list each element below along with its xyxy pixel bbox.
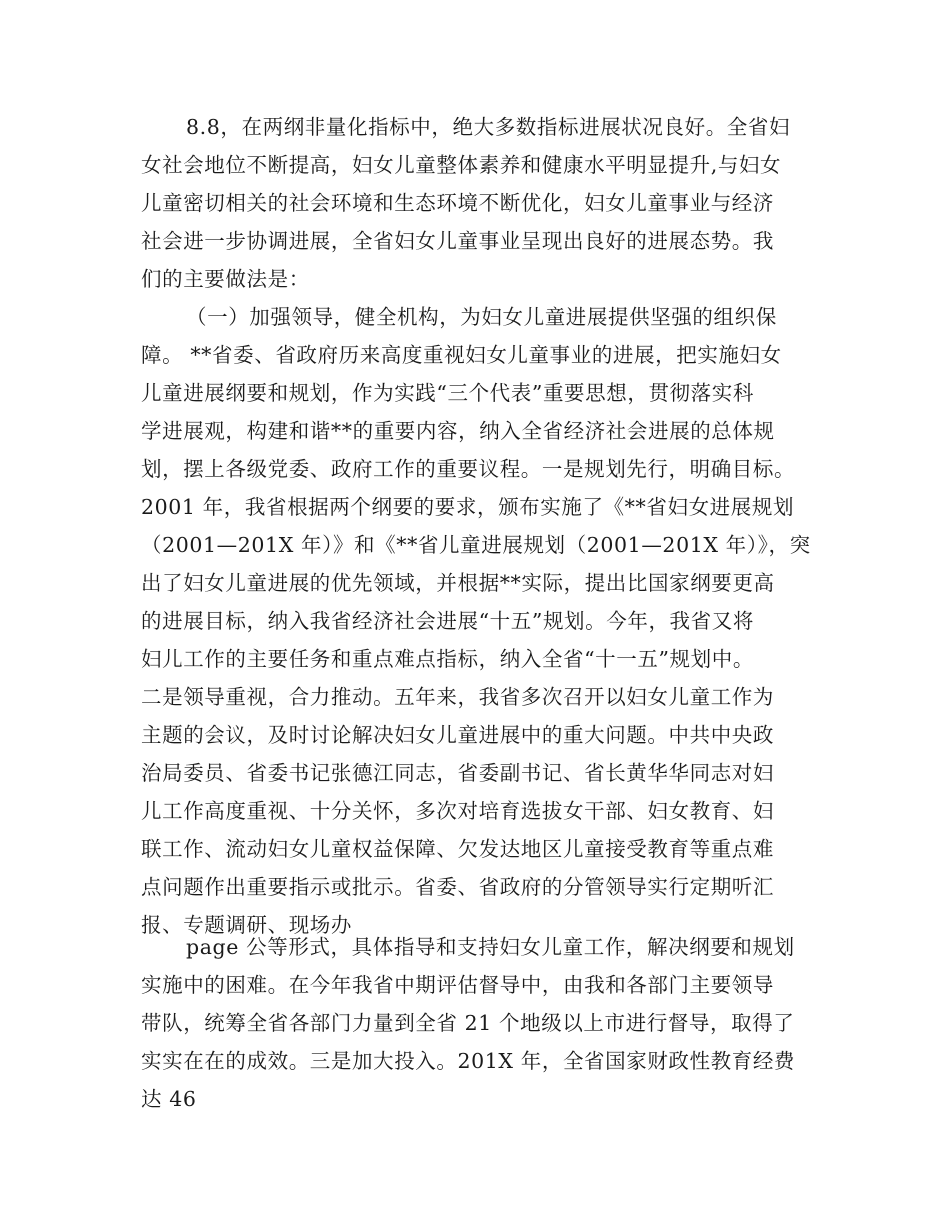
text-line: 联工作、流动妇女儿童权益保障、欠发达地区儿童接受教育等重点难 <box>141 837 774 861</box>
text-line: 儿童进展纲要和规划，作为实践“三个代表”重要思想，贯彻落实科 <box>141 381 754 405</box>
text-line: 达 46 <box>141 1087 197 1111</box>
text-line: 划，摆上各级党委、政府工作的重要议程。一是规划先行，明确目标。 <box>141 457 796 481</box>
text-line: 儿工作高度重视、十分关怀，多次对培育选拔女干部、妇女教育、妇 <box>141 799 774 823</box>
text-line: 8.8，在两纲非量化指标中，绝大多数指标进展状况良好。全省妇 <box>186 115 791 139</box>
text-line: 学进展观，构建和谐**的重要内容，纳入全省经济社会进展的总体规 <box>141 419 775 443</box>
text-line: 实施中的困难。在今年我省中期评估督导中，由我和各部门主要领导 <box>141 973 774 997</box>
text-line: 儿童密切相关的社会环境和生态环境不断优化，妇女儿童事业与经济 <box>141 191 774 215</box>
text-line: 治局委员、省委书记张德江同志，省委副书记、省长黄华华同志对妇 <box>141 761 774 785</box>
text-line: 妇儿工作的主要任务和重点难点指标，纳入全省“十一五”规划中。 <box>141 647 754 671</box>
text-line: 带队，统筹全省各部门力量到全省 21 个地级以上市进行督导，取得了 <box>141 1011 795 1035</box>
text-line: 出了妇女儿童进展的优先领域，并根据**实际，提出比国家纲要更高 <box>141 571 775 595</box>
text-line: 们的主要做法是： <box>141 267 310 291</box>
text-line: 2001 年，我省根据两个纲要的要求，颁布实施了《**省妇女进展规划 <box>141 495 795 519</box>
text-line: 女社会地位不断提高，妇女儿童整体素养和健康水平明显提升,与妇女 <box>141 153 782 177</box>
text-line: 主题的会议，及时讨论解决妇女儿童进展中的重大问题。中共中央政 <box>141 723 774 747</box>
text-line: 的进展目标，纳入我省经济社会进展“十五”规划。今年，我省又将 <box>141 609 754 633</box>
text-line: 障。 **省委、省政府历来高度重视妇女儿童事业的进展，把实施妇女 <box>141 343 782 367</box>
text-line: 二是领导重视，合力推动。五年来，我省多次召开以妇女儿童工作为 <box>141 685 774 709</box>
text-line: 点问题作出重要指示或批示。省委、省政府的分管领导实行定期听汇 <box>141 875 774 899</box>
text-line: 报、专题调研、现场办 <box>141 913 352 937</box>
text-line: 实实在在的成效。三是加大投入。201X 年，全省国家财政性教育经费 <box>141 1049 796 1073</box>
text-line: page 公等形式，具体指导和支持妇女儿童工作，解决纲要和规划 <box>186 935 795 959</box>
text-line: 社会进一步协调进展，全省妇女儿童事业呈现出良好的进展态势。我 <box>141 229 774 253</box>
text-line: （2001—201X 年）》和《**省儿童进展规划（2001—201X 年）》，突 <box>141 533 811 557</box>
section-heading: （一）加强领导，健全机构，为妇女儿童进展提供坚强的组织保 <box>186 305 777 329</box>
